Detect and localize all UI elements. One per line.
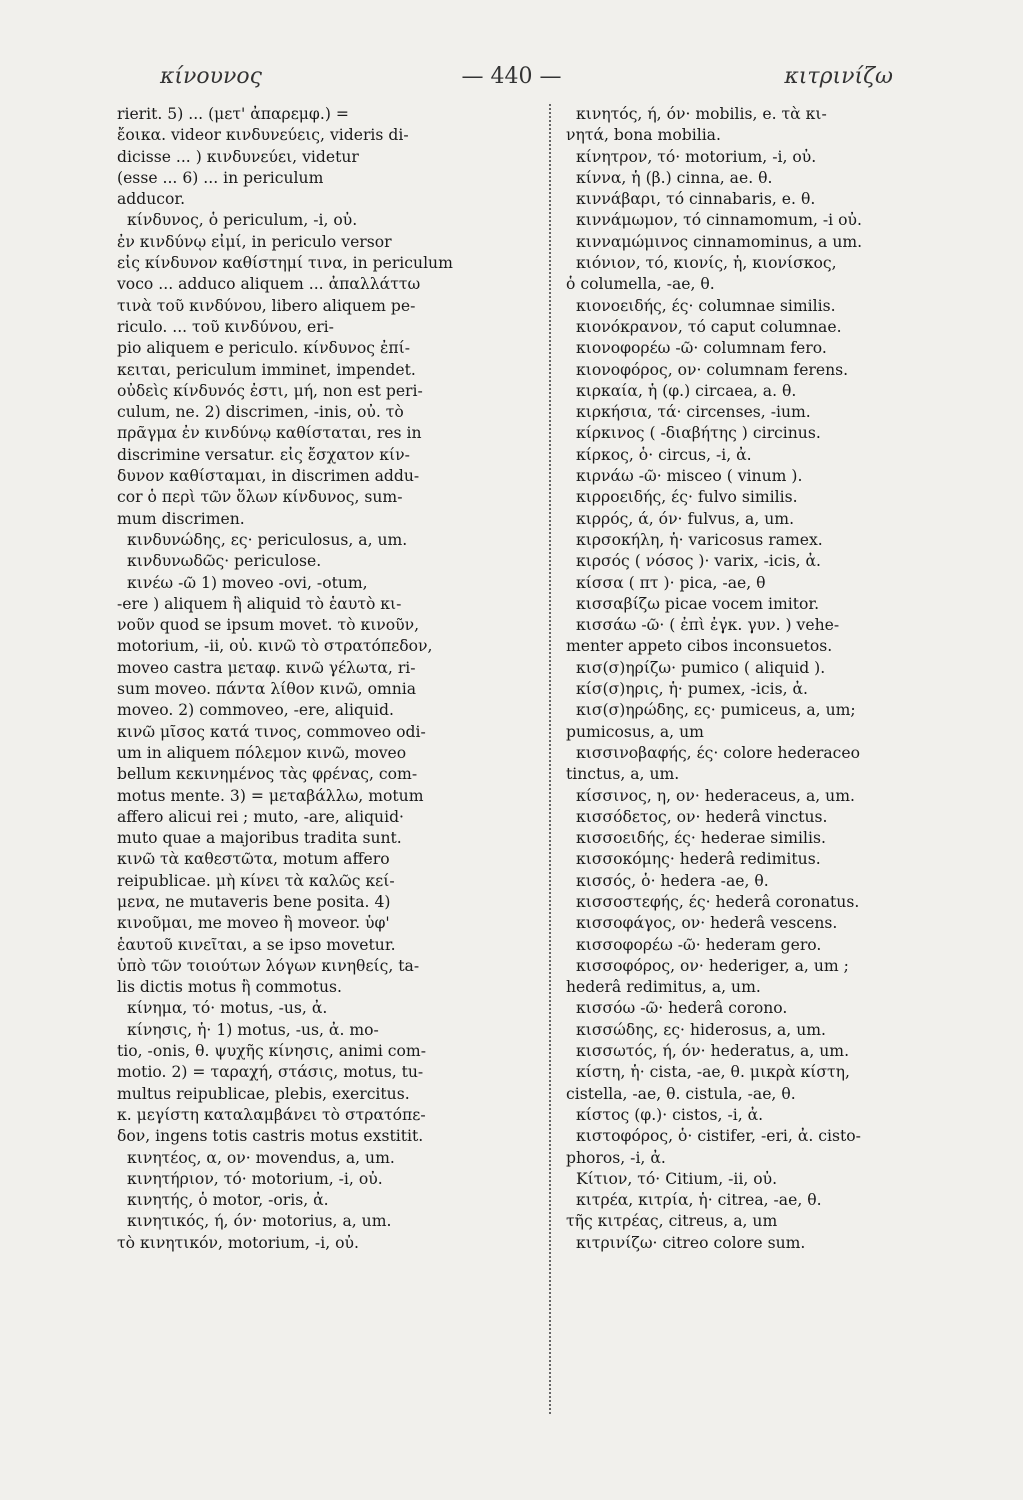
entry-text-line: lis dictis motus ἢ commotus. <box>117 978 342 997</box>
entry-text-line: sum moveo. πάντα λίθον κινῶ, omnia <box>117 680 417 699</box>
entry-text-line: moveo castra μεταφ. κινῶ γέλωτα, ri- <box>117 658 416 677</box>
entry-text-line: tinctus, a, um. <box>566 765 680 784</box>
entry-headword-line: κίρκινος ( -διαβήτης ) circinus. <box>576 424 821 443</box>
entry-text-line: hederâ redimitus, a, um. <box>566 978 761 997</box>
header-right-guideword: κιτρινίζω <box>784 64 893 89</box>
entry-text-line: culum, ne. 2) discrimen, -inis, οὐ. τὸ <box>117 403 404 422</box>
entry-headword-line: κιρκαία, ἡ (φ.) circaea, a. θ. <box>576 381 797 400</box>
entry-text-line: τῆς κιτρέας, citreus, a, um <box>566 1212 778 1231</box>
entry-headword-line: κιρσός ( νόσος )· varix, -icis, ἀ. <box>576 552 822 571</box>
entry-text-line: pumicosus, a, um <box>566 722 704 741</box>
page-header <box>100 64 923 94</box>
entry-headword-line: κίστος (φ.)· cistos, -i, ἀ. <box>576 1105 764 1124</box>
entry-headword-line: κισσοκόμης· hederâ redimitus. <box>576 850 821 869</box>
entry-text-line: κινῶ τὰ καθεστῶτα, motum affero <box>117 850 390 869</box>
entry-text-line: voco ... adduco aliquem ... ἀπαλλάττω <box>117 275 421 294</box>
entry-text-line: motus mente. 3) = μεταβάλλω, motum <box>117 786 424 805</box>
entry-text-line: νητά, bona mobilia. <box>566 126 721 145</box>
entry-headword-line: κιονόκρανον, τό caput columnae. <box>576 317 842 336</box>
entry-headword-line: κιτρέα, κιτρία, ἡ· citrea, -ae, θ. <box>576 1191 822 1210</box>
entry-text-line: κινοῦμαι, me moveo ἢ moveor. ὑφ' <box>117 914 390 933</box>
page-number: — 440 — <box>461 64 562 89</box>
entry-text-line: δυνον καθίσταμαι, in discrimen addu- <box>117 467 420 486</box>
entry-headword-line: Κίτιον, τό· Citium, -ii, οὐ. <box>576 1169 778 1188</box>
entry-headword-line: κίνησις, ἡ· 1) motus, -us, ἀ. mo- <box>127 1020 379 1039</box>
entry-text-line: κ. μεγίστη καταλαμβάνει τὸ στρατόπε- <box>117 1105 426 1124</box>
entry-headword-line: κίσσα ( πτ )· pica, -ae, θ <box>576 573 766 592</box>
entry-text-line: adducor. <box>117 190 186 209</box>
entry-headword-line: κισσινοβαφής, ές· colore hederaceo <box>576 743 861 762</box>
entry-headword-line: κιρκήσια, τά· circenses, -ium. <box>576 403 811 422</box>
right-column <box>566 104 986 1254</box>
entry-headword-line: κίστη, ἡ· cista, -ae, θ. μικρὰ κίστη, <box>576 1063 850 1082</box>
entry-headword-line: κινητός, ή, όν· mobilis, e. τὰ κι- <box>576 105 827 123</box>
entry-headword-line: κίσσινος, η, ον· hederaceus, a, um. <box>576 786 855 805</box>
entry-text-line: (esse ... 6) ... in periculum <box>117 168 324 187</box>
entry-headword-line: κιρρός, ά, όν· fulvus, a, um. <box>576 509 795 528</box>
entry-headword-line: κιρροειδής, ές· fulvo similis. <box>576 488 798 507</box>
entry-text-line: τὸ κινητικόν, motorium, -i, οὐ. <box>117 1233 359 1252</box>
left-column <box>117 104 537 1254</box>
entry-text-line: πρᾶγμα ἐν κινδύνῳ καθίσταται, res in <box>117 424 422 443</box>
entry-text-line: ὁ columella, -ae, θ. <box>566 275 715 294</box>
entry-text-line: phoros, -i, ἀ. <box>566 1148 666 1167</box>
entry-headword-line: κινδυνωδῶς· periculose. <box>127 552 322 571</box>
entry-text-line: δον, ingens totis castris motus exstitit. <box>117 1127 424 1146</box>
entry-text-line: τινὰ τοῦ κινδύνου, libero aliquem pe- <box>117 296 416 315</box>
entry-text-line: discrimine versatur. εἰς ἔσχατον κίν- <box>117 445 410 464</box>
entry-text-line: οὐδεὶς κίνδυνός ἐστι, μή, non est peri- <box>117 381 423 400</box>
entry-text-line: ἑαυτοῦ κινεῖται, a se ipso movetur. <box>117 935 396 954</box>
entry-headword-line: κινναμώμινος cinnamominus, a um. <box>576 232 863 251</box>
entry-headword-line: κίρκος, ὁ· circus, -i, ἀ. <box>576 445 752 464</box>
entry-headword-line: κισσωτός, ή, όν· hederatus, a, um. <box>576 1042 850 1061</box>
entry-headword-line: κινδυνώδης, ες· periculosus, a, um. <box>127 530 408 549</box>
entry-text-line: affero alicui rei ; muto, -are, aliquid· <box>117 807 405 826</box>
header-left-guideword: κίνουνος <box>160 64 262 89</box>
entry-headword-line: κίνητρον, τό· motorium, -i, οὐ. <box>576 147 817 166</box>
entry-headword-line: κιονοφόρος, ον· columnam ferens. <box>576 360 849 379</box>
entry-headword-line: κινητικός, ή, όν· motorius, a, um. <box>127 1212 392 1231</box>
entry-text-line: muto quae a majoribus tradita sunt. <box>117 829 402 848</box>
entry-headword-line: κινέω -ῶ 1) moveo -ovi, -otum, <box>127 573 368 592</box>
entry-text-line: multus reipublicae, plebis, exercitus. <box>117 1084 410 1103</box>
entry-headword-line: κισ(σ)ηρώδης, ες· pumiceus, a, um; <box>576 701 856 720</box>
entry-headword-line: κινητής, ὁ motor, -oris, ἀ. <box>127 1191 329 1210</box>
entry-headword-line: κισσόω -ῶ· hederâ corono. <box>576 999 788 1018</box>
entry-text-line: ὑπὸ τῶν τοιούτων λόγων κινηθείς, ta- <box>117 956 420 975</box>
entry-text-line: κειται, periculum imminet, impendet. <box>117 360 416 379</box>
entry-text-line: menter appeto cibos inconsuetos. <box>566 637 833 656</box>
entry-text-line: moveo. 2) commoveo, -ere, aliquid. <box>117 701 394 720</box>
entry-text-line: νοῦν quod se ipsum movet. τὸ κινοῦν, <box>117 616 420 635</box>
column-divider <box>549 104 552 1414</box>
entry-headword-line: κισσοφορέω -ῶ· hederam gero. <box>576 935 822 954</box>
entry-text-line: εἰς κίνδυνον καθίστημί τινα, in periculum <box>117 254 453 273</box>
entry-headword-line: κίννα, ἡ (β.) cinna, ae. θ. <box>576 168 773 187</box>
entry-headword-line: κινητήριον, τό· motorium, -i, οὐ. <box>127 1169 383 1188</box>
entry-text-line: ἐν κινδύνῳ εἰμί, in periculo versor <box>117 232 392 251</box>
entry-text-line: um in aliquem πόλεμον κινῶ, moveo <box>117 743 407 762</box>
entry-text-line: ἔοικα. videor κινδυνεύεις, videris di- <box>117 126 409 145</box>
entry-headword-line: κισσοστεφής, ές· hederâ coronatus. <box>576 892 860 911</box>
entry-headword-line: κιρσοκήλη, ἡ· varicosus ramex. <box>576 530 823 549</box>
entry-headword-line: κιστοφόρος, ὁ· cistifer, -eri, ἀ. cisto- <box>576 1127 861 1146</box>
entry-headword-line: κισσώδης, ες· hiderosus, a, um. <box>576 1020 827 1039</box>
entry-text-line: -ere ) aliquem ἢ aliquid τὸ ἑαυτὸ κι- <box>117 594 402 613</box>
entry-text-line: mum discrimen. <box>117 509 245 528</box>
entry-text-line: riculo. ... τοῦ κινδύνου, eri- <box>117 317 334 336</box>
entry-text-line: bellum κεκινημένος τὰς φρένας, com- <box>117 765 418 784</box>
entry-text-line: pio aliquem e periculo. κίνδυνος ἐπί- <box>117 339 410 358</box>
entry-headword-line: κιονοφορέω -ῶ· columnam fero. <box>576 339 827 358</box>
entry-text-line: reipublicae. μὴ κίνει τὰ καλῶς κεί- <box>117 871 395 890</box>
entry-text-line: cistella, -ae, θ. cistula, -ae, θ. <box>566 1084 796 1103</box>
entry-headword-line: κισσάω -ῶ· ( ἐπὶ ἐγκ. γυν. ) vehe- <box>576 616 840 635</box>
entry-headword-line: κισσόδετος, ον· hederâ vinctus. <box>576 807 828 826</box>
entry-headword-line: κιτρινίζω· citreo colore sum. <box>576 1233 806 1252</box>
entry-headword-line: κίσ(σ)ηρις, ἡ· pumex, -icis, ἀ. <box>576 680 808 699</box>
entry-headword-line: κισσαβίζω picae vocem imitor. <box>576 594 820 613</box>
entry-headword-line: κισσοφόρος, ον· hederiger, a, um ; <box>576 956 849 975</box>
entry-text-line: κινῶ μῖσος κατά τινος, commoveo odi- <box>117 722 426 741</box>
entry-headword-line: κίνδυνος, ὁ periculum, -i, οὐ. <box>127 211 358 230</box>
entry-headword-line: κιόνιον, τό, κιονίς, ἡ, κιονίσκος, <box>576 254 837 273</box>
entry-text-line: cor ὁ περὶ τῶν ὅλων κίνδυνος, sum- <box>117 488 403 507</box>
entry-text-line: tio, -onis, θ. ψυχῆς κίνησις, animi com- <box>117 1042 426 1061</box>
entry-text-line: μενα, ne mutaveris bene posita. 4) <box>117 892 391 911</box>
entry-text-line: motorium, -ii, οὐ. κινῶ τὸ στρατόπεδον, <box>117 637 433 656</box>
entry-headword-line: κιρνάω -ῶ· misceo ( vinum ). <box>576 467 803 486</box>
entry-headword-line: κισσοφάγος, ον· hederâ vescens. <box>576 914 838 933</box>
entry-headword-line: κισσοειδής, ές· hederae similis. <box>576 829 826 848</box>
entry-headword-line: κιονοειδής, ές· columnae similis. <box>576 296 836 315</box>
entry-text-line: dicisse ... ) κινδυνεύει, videtur <box>117 147 359 166</box>
entry-headword-line: κινητέος, α, ον· movendus, a, um. <box>127 1148 395 1167</box>
entry-text-line: motio. 2) = ταραχή, στάσις, motus, tu- <box>117 1063 424 1082</box>
entry-headword-line: κιννάβαρι, τό cinnabaris, e. θ. <box>576 190 816 209</box>
entry-headword-line: κίνημα, τό· motus, -us, ἀ. <box>127 999 328 1018</box>
entry-headword-line: κισσός, ὁ· hedera -ae, θ. <box>576 871 769 890</box>
entry-text-line: rierit. 5) ... (μετ' ἀπαρεμφ.) = <box>117 105 349 123</box>
entry-headword-line: κισ(σ)ηρίζω· pumico ( aliquid ). <box>576 658 826 677</box>
entry-headword-line: κιννάμωμον, τό cinnamomum, -i οὐ. <box>576 211 862 230</box>
